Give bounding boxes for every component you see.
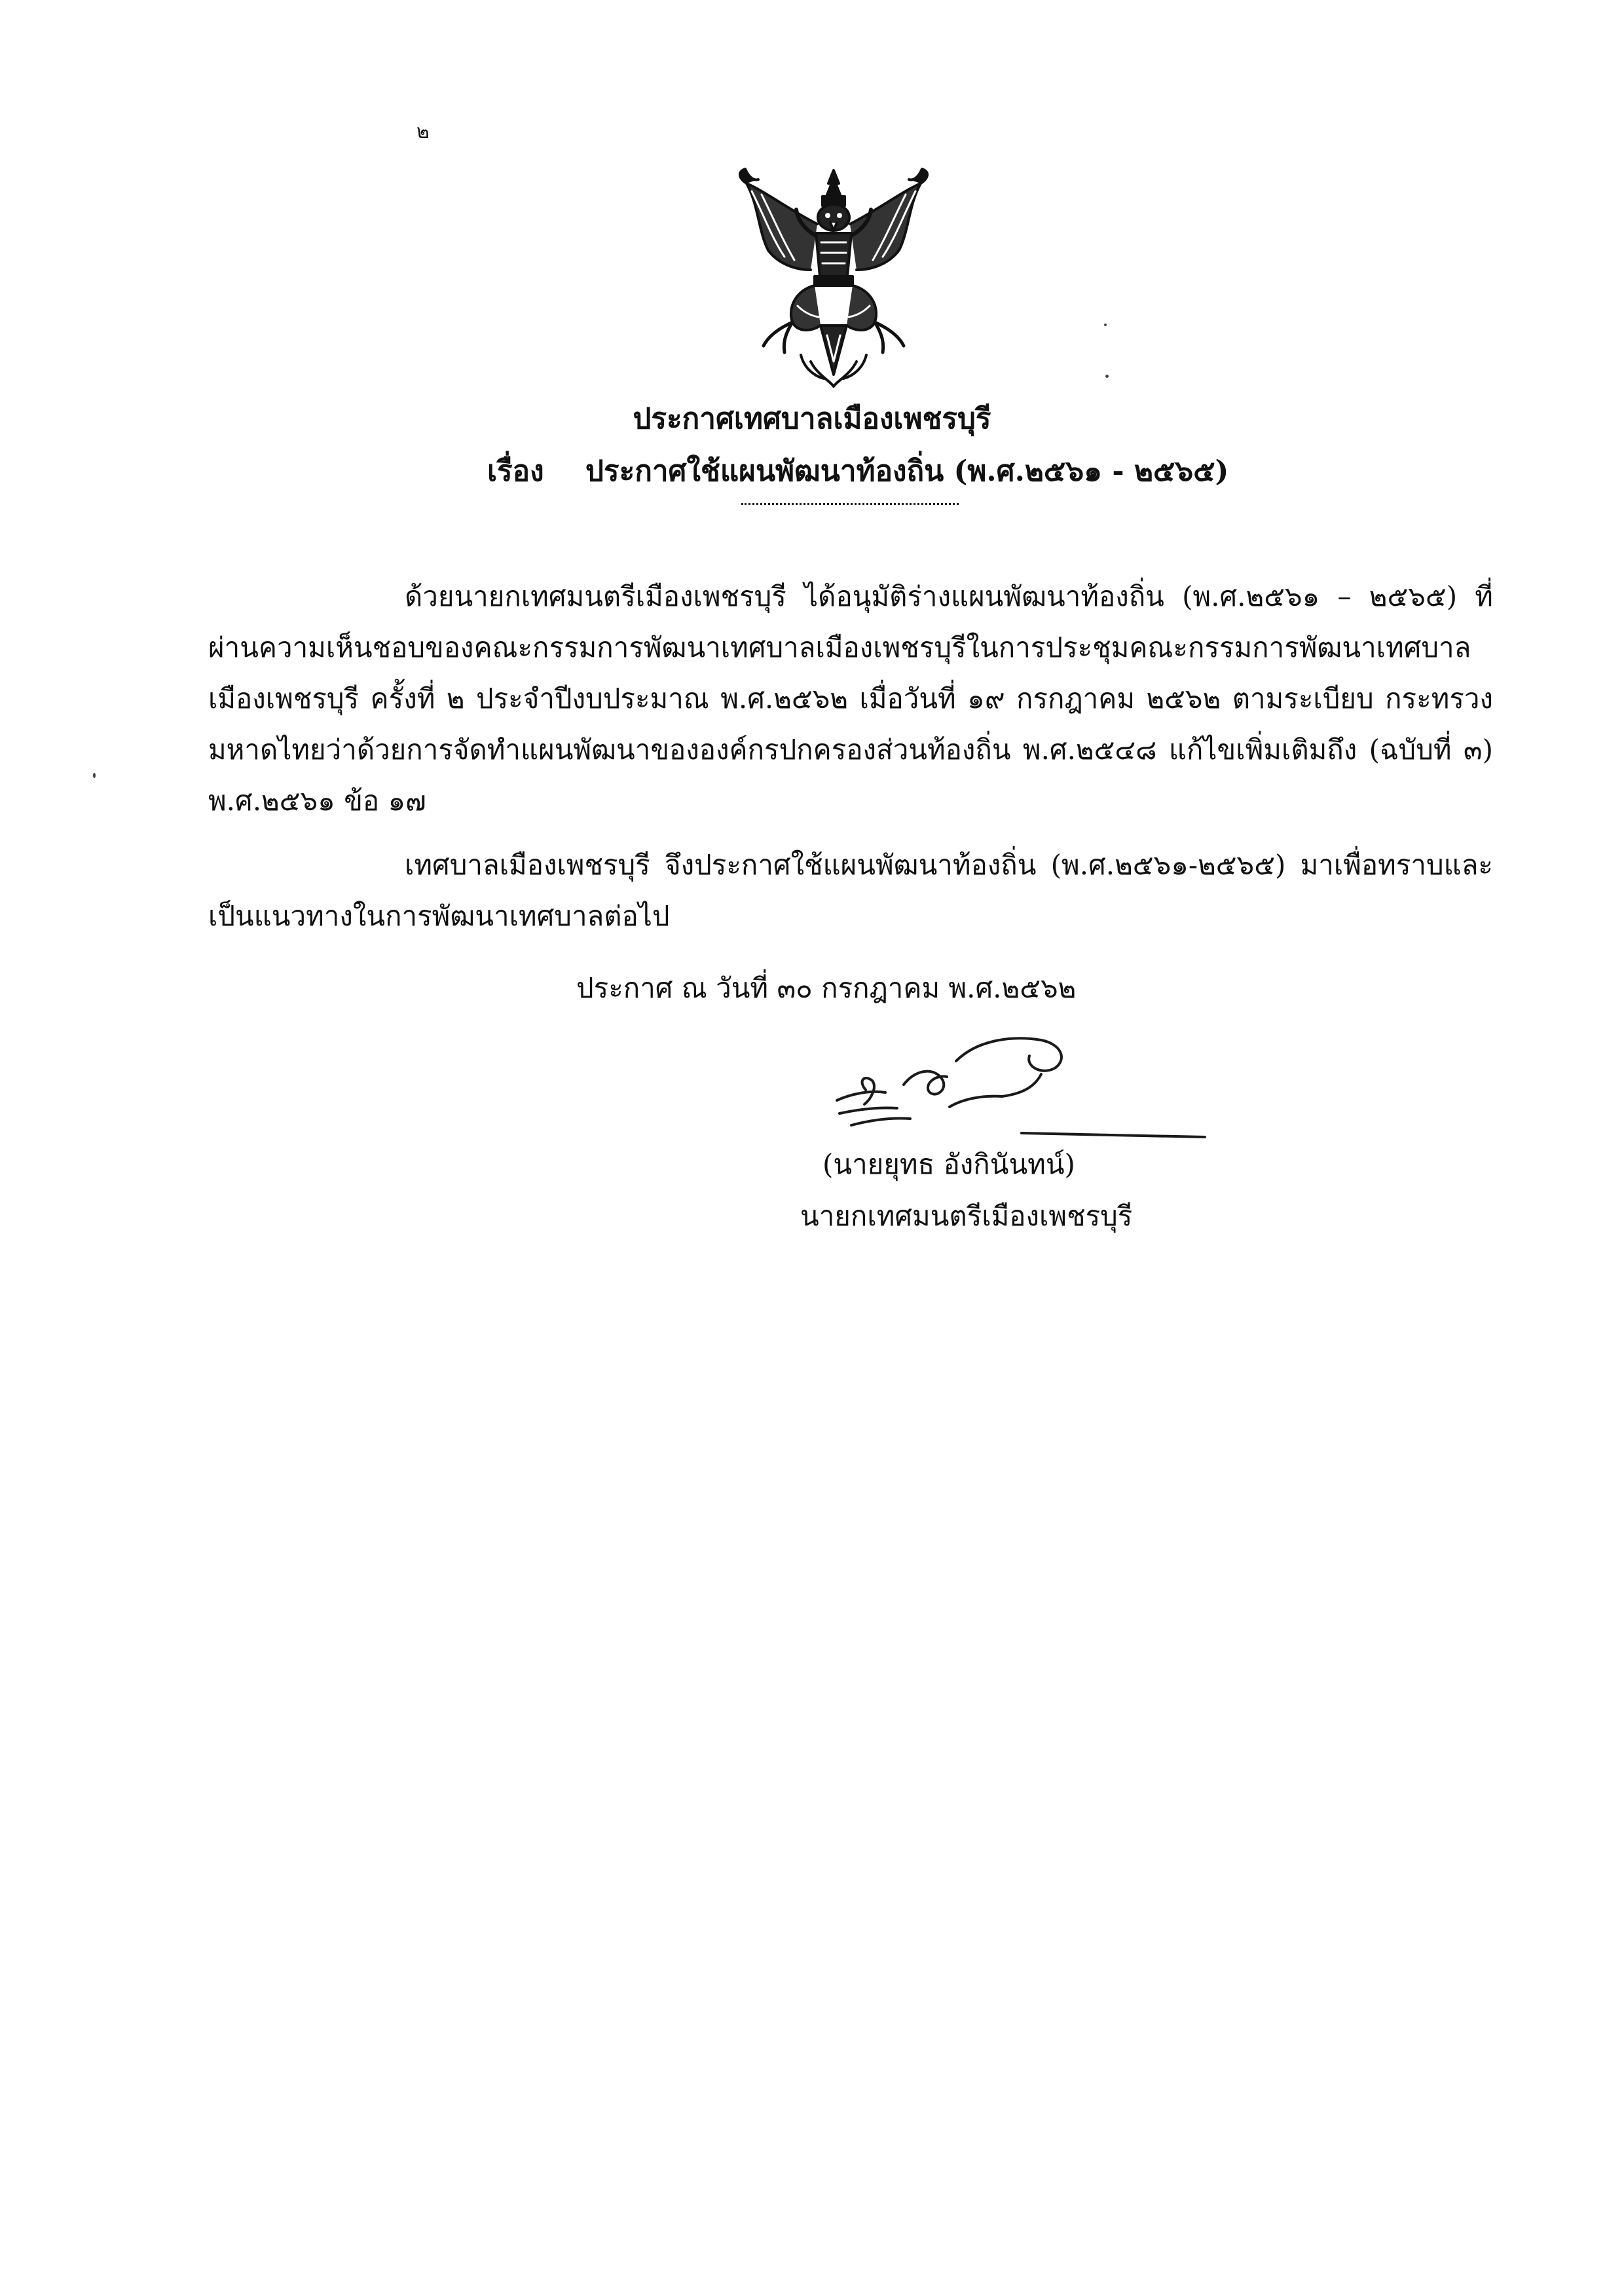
subject-line xyxy=(487,448,1228,494)
signer-name: (นายยุทธ อังกินันทน์) xyxy=(822,1148,1075,1180)
subject-label: เรื่อง xyxy=(487,455,544,488)
handwritten-signature xyxy=(825,1022,1231,1146)
page-number: ๒ xyxy=(416,121,430,143)
dotted-separator xyxy=(741,503,959,505)
garuda-emblem-icon xyxy=(732,165,935,388)
announcement-dateline: ประกาศ ณ วันที่ ๓๐ กรกฎาคม พ.ศ.๒๕๖๒ xyxy=(576,972,1077,1004)
body-paragraph-1: ด้วยนายกเทศมนตรีเมืองเพชรบุรี ได้อนุมัติร่างแผนพัฒนาท้องถิ่น (พ.ศ.๒๕๖๑ – ๒๕๖๕) ที่ผ่านความเห็นชอบของคณะกรรมการพัฒนาเทศบาลเมืองเพชรบุรีในการประชุมคณะกรรมการพัฒนาเทศบาล เมืองเพชรบุรี ครั้งที่ ๒ ประจำปีงบประมาณ พ.ศ.๒๕๖๒ เมื่อวันที่ ๑๙ กรกฎาคม ๒๕๖๒ ตามระเบียบ กระทรวงมหาดไทยว่าด้วยการจัดทำแผนพัฒนาขององค์กรปกครองส่วนท้องถิ่น พ.ศ.๒๕๔๘ แก้ไขเพิ่มเติมถึง (ฉบับที่ ๓) พ.ศ.๒๕๖๑ ข้อ ๑๗ xyxy=(208,580,1493,817)
scan-speck xyxy=(93,773,96,778)
subject-text: ประกาศใช้แผนพัฒนาท้องถิ่น (พ.ศ.๒๕๖๑ - ๒๕๖๕) xyxy=(585,455,1229,488)
scan-speck xyxy=(1105,375,1109,378)
scan-speck xyxy=(1104,324,1107,326)
announcement-title: ประกาศเทศบาลเมืองเพชรบุรี xyxy=(633,402,991,436)
body-paragraph-2: เทศบาลเมืองเพชรบุรี จึงประกาศใช้แผนพัฒนาท้องถิ่น (พ.ศ.๒๕๖๑-๒๕๖๕) มาเพื่อทราบและ เป็นแนวทางในการพัฒนาเทศบาลต่อไป xyxy=(208,849,1493,932)
signer-position: นายกเทศมนตรีเมืองเพชรบุรี xyxy=(800,1200,1133,1232)
